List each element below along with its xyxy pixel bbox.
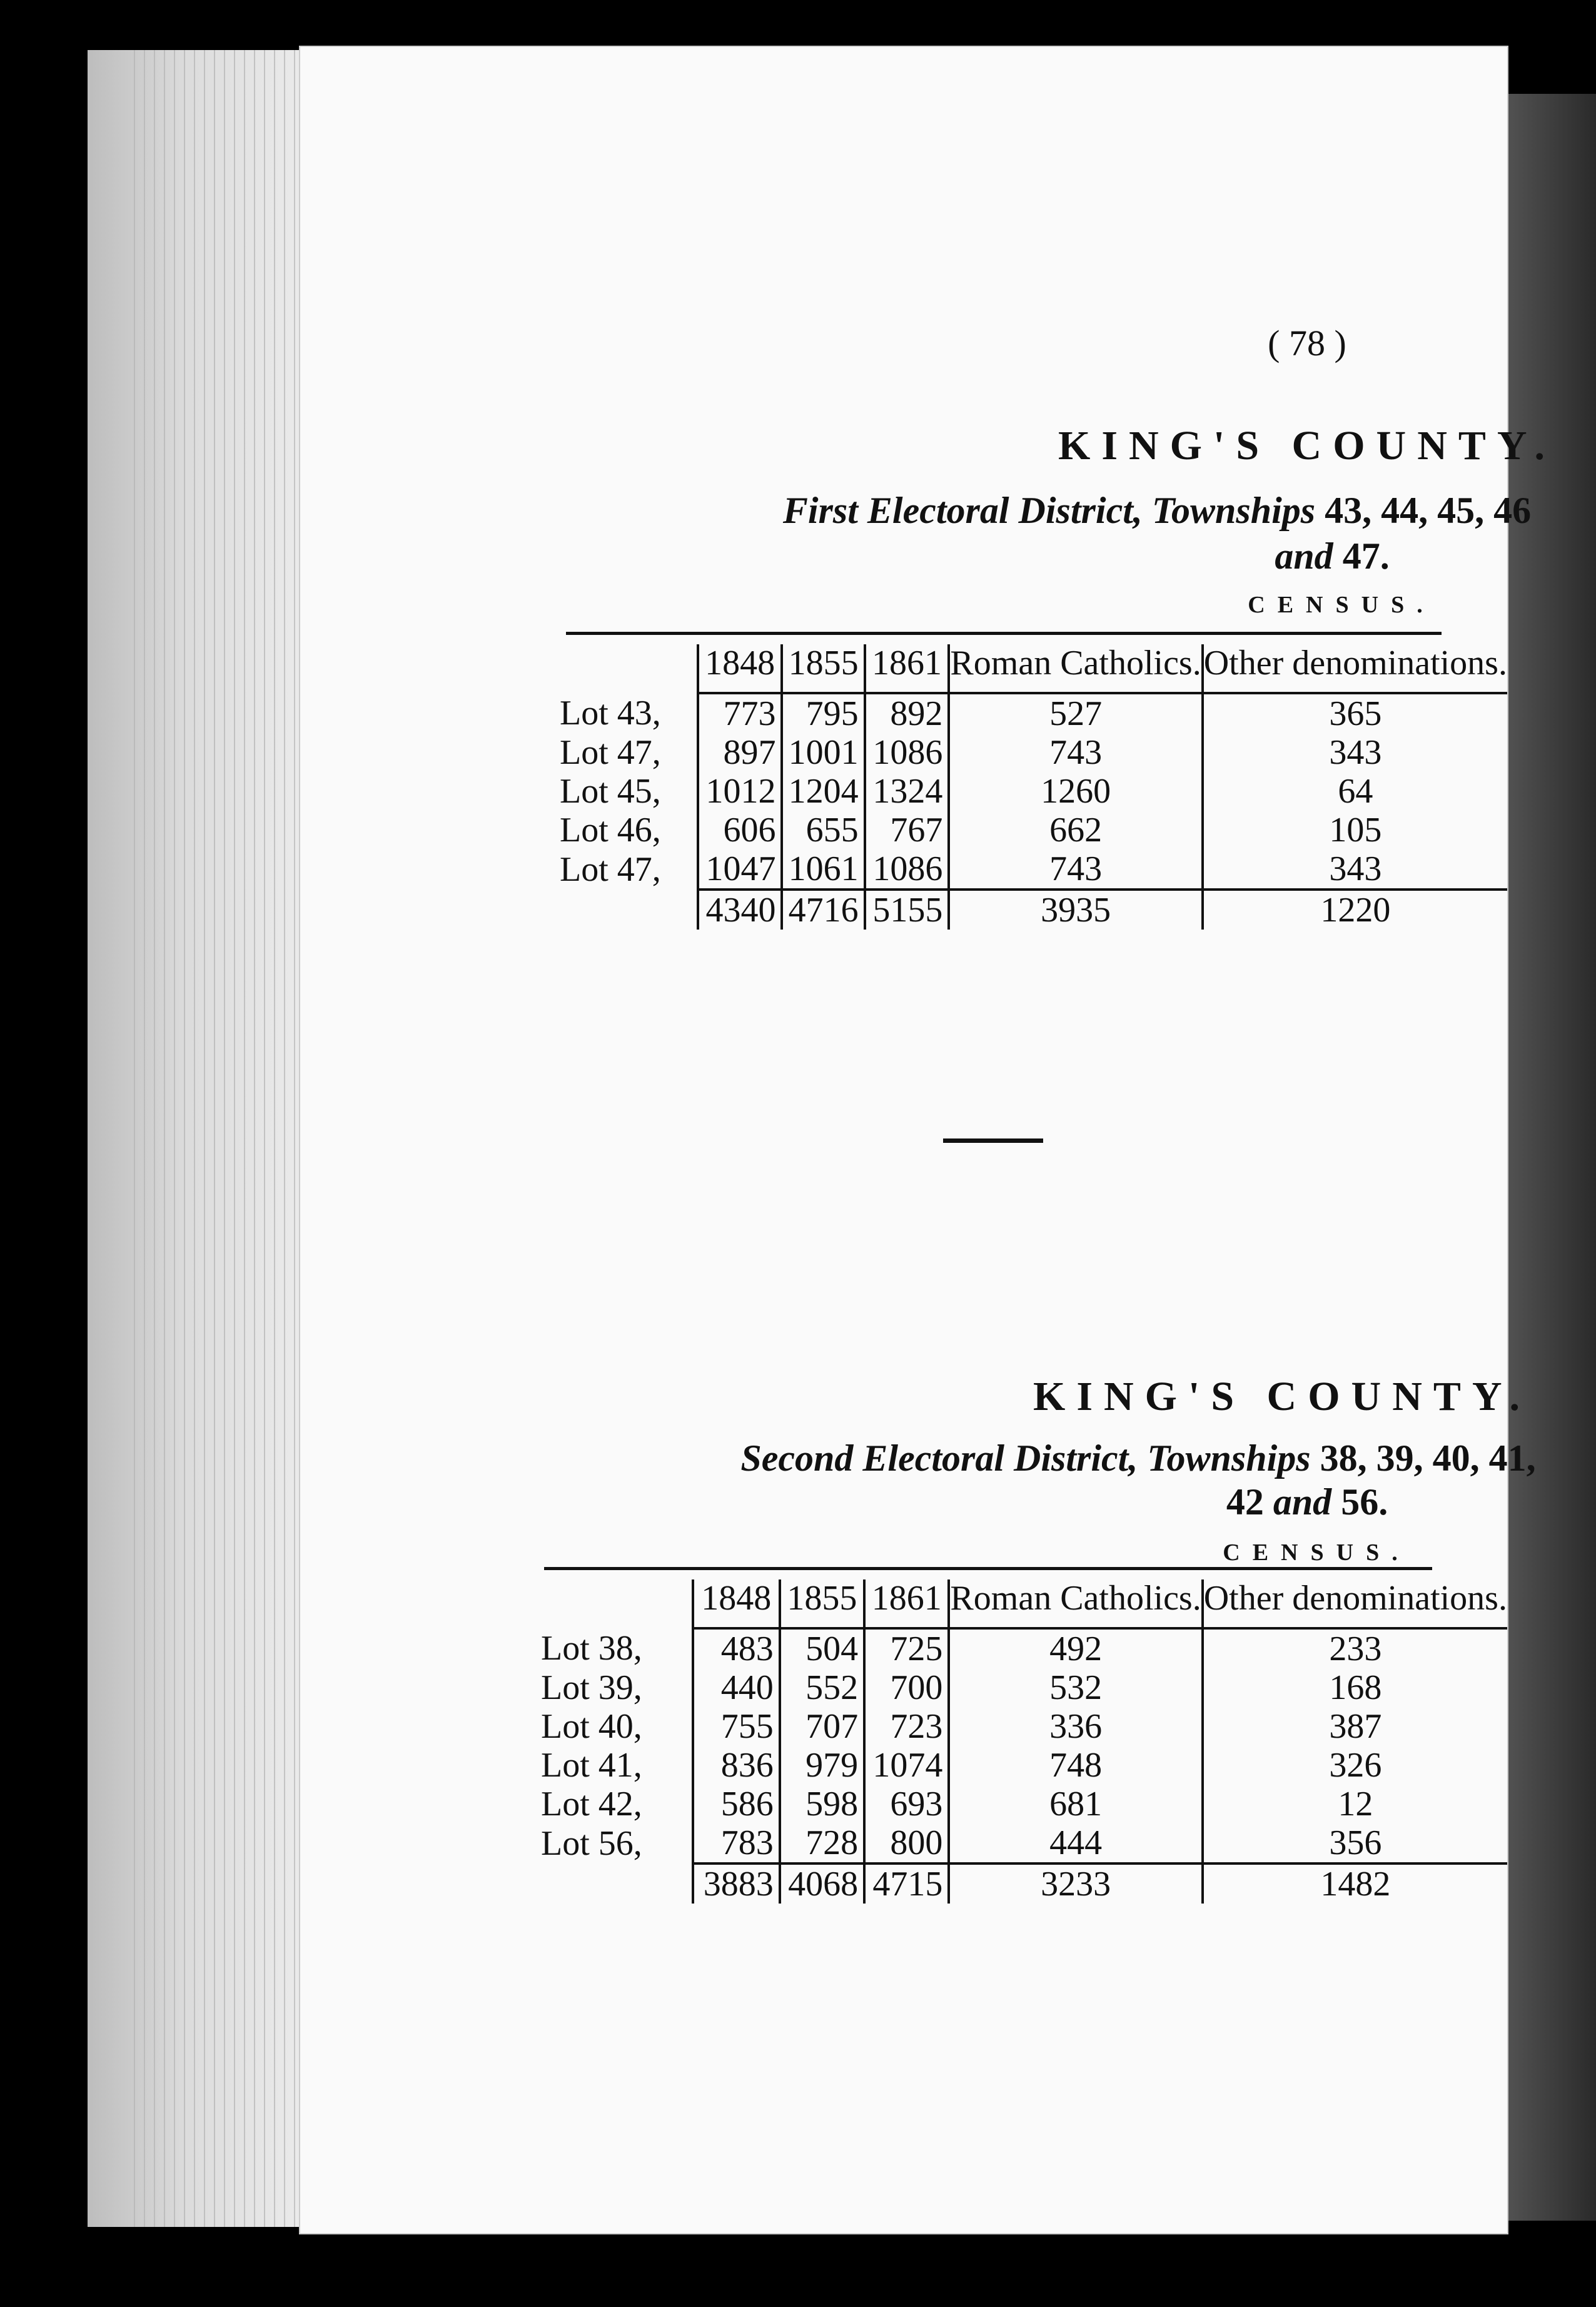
table-header-row bbox=[541, 1579, 1507, 1628]
lot-label: Lot 46, bbox=[560, 811, 661, 849]
cell-1855: 795 bbox=[782, 693, 864, 733]
cell-roman-catholics: 743 bbox=[949, 849, 1202, 890]
lot-label: Lot 43, bbox=[560, 694, 661, 733]
header-1861: 1861 bbox=[864, 1579, 949, 1628]
header-roman-catholics: Roman Catholics. bbox=[949, 1579, 1202, 1628]
cell-roman-catholics: 748 bbox=[949, 1746, 1202, 1785]
section-1-census-label: CENSUS. bbox=[1248, 592, 1435, 618]
cell-1848: 1012 bbox=[698, 772, 782, 811]
cell-other: 326 bbox=[1203, 1746, 1507, 1785]
table-row bbox=[541, 1707, 1507, 1746]
cell-1861: 1086 bbox=[865, 849, 949, 890]
table-row bbox=[560, 811, 1507, 849]
total-1861: 5155 bbox=[865, 890, 949, 930]
section-2-district-and: and bbox=[1273, 1481, 1332, 1523]
total-roman-catholics: 3935 bbox=[949, 890, 1202, 930]
header-roman-catholics: Roman Catholics. bbox=[949, 644, 1202, 693]
lot-label: Lot 41, bbox=[541, 1746, 642, 1785]
lot-label: Lot 39, bbox=[541, 1668, 642, 1707]
lot-label: Lot 40, bbox=[541, 1707, 642, 1746]
section-divider bbox=[943, 1138, 1043, 1143]
cell-roman-catholics: 527 bbox=[949, 693, 1202, 733]
cell-roman-catholics: 336 bbox=[949, 1707, 1202, 1746]
cell-1855: 1061 bbox=[782, 849, 864, 890]
table-row bbox=[560, 693, 1507, 733]
section-2-census-table bbox=[541, 1579, 1507, 1904]
cell-roman-catholics: 444 bbox=[949, 1823, 1202, 1863]
section-2-district-italic: Second Electoral District, Townships bbox=[740, 1437, 1311, 1479]
cell-1861: 767 bbox=[865, 811, 949, 849]
cell-1861: 1074 bbox=[864, 1746, 949, 1785]
table-row bbox=[541, 1628, 1507, 1668]
cell-1848: 783 bbox=[693, 1823, 780, 1863]
total-1848: 3883 bbox=[693, 1863, 780, 1904]
total-other: 1482 bbox=[1203, 1863, 1507, 1904]
total-1848: 4340 bbox=[698, 890, 782, 930]
section-1-district-rest: 47. bbox=[1342, 535, 1390, 577]
cell-roman-catholics: 662 bbox=[949, 811, 1202, 849]
cell-roman-catholics: 743 bbox=[949, 733, 1202, 772]
table-row bbox=[541, 1785, 1507, 1823]
totals-row bbox=[541, 1863, 1507, 1904]
cell-1855: 1204 bbox=[782, 772, 864, 811]
cell-roman-catholics: 1260 bbox=[949, 772, 1202, 811]
table-row bbox=[560, 733, 1507, 772]
cell-other: 168 bbox=[1203, 1668, 1507, 1707]
total-other: 1220 bbox=[1203, 890, 1507, 930]
book-binding-shadow bbox=[1501, 94, 1596, 2221]
section-1-county-title: KING'S COUNTY. bbox=[1058, 423, 1557, 469]
cell-other: 105 bbox=[1203, 811, 1507, 849]
total-roman-catholics: 3233 bbox=[949, 1863, 1202, 1904]
cell-1855: 504 bbox=[780, 1628, 864, 1668]
cell-1848: 586 bbox=[693, 1785, 780, 1823]
total-1861: 4715 bbox=[864, 1863, 949, 1904]
cell-1861: 1086 bbox=[865, 733, 949, 772]
section-2-district-line1 bbox=[544, 1436, 1596, 1481]
section-1-district-line1 bbox=[563, 488, 1596, 533]
section-2-district-prefix: 42 bbox=[1226, 1481, 1264, 1523]
cell-roman-catholics: 681 bbox=[949, 1785, 1202, 1823]
cell-1861: 892 bbox=[865, 693, 949, 733]
table-row bbox=[560, 772, 1507, 811]
header-1848: 1848 bbox=[698, 644, 782, 693]
section-1-district-and: and bbox=[1275, 535, 1333, 577]
cell-other: 233 bbox=[1203, 1628, 1507, 1668]
cell-1855: 655 bbox=[782, 811, 864, 849]
table-row bbox=[541, 1823, 1507, 1863]
cell-1855: 728 bbox=[780, 1823, 864, 1863]
cell-1848: 755 bbox=[693, 1707, 780, 1746]
cell-1848: 1047 bbox=[698, 849, 782, 890]
cell-1855: 598 bbox=[780, 1785, 864, 1823]
cell-other: 12 bbox=[1203, 1785, 1507, 1823]
cell-1848: 606 bbox=[698, 811, 782, 849]
cell-other: 343 bbox=[1203, 849, 1507, 890]
lot-label: Lot 47, bbox=[560, 850, 661, 889]
cell-1855: 552 bbox=[780, 1668, 864, 1707]
page-number: ( 78 ) bbox=[1268, 323, 1346, 363]
table-row bbox=[541, 1746, 1507, 1785]
section-2-census-label: CENSUS. bbox=[1223, 1539, 1410, 1566]
cell-other: 356 bbox=[1203, 1823, 1507, 1863]
section-1-district-line2 bbox=[1144, 534, 1520, 579]
cell-other: 387 bbox=[1203, 1707, 1507, 1746]
cell-1848: 483 bbox=[693, 1628, 780, 1668]
cell-1855: 979 bbox=[780, 1746, 864, 1785]
header-1848: 1848 bbox=[693, 1579, 780, 1628]
cell-1848: 897 bbox=[698, 733, 782, 772]
header-1855: 1855 bbox=[780, 1579, 864, 1628]
table-row bbox=[541, 1668, 1507, 1707]
cell-1861: 693 bbox=[864, 1785, 949, 1823]
section-1-district-italic: First Electoral District, Townships bbox=[782, 490, 1316, 531]
header-1855: 1855 bbox=[782, 644, 864, 693]
table-header-row bbox=[560, 644, 1507, 693]
cell-1848: 836 bbox=[693, 1746, 780, 1785]
page-edges bbox=[125, 50, 325, 2227]
lot-label: Lot 47, bbox=[560, 733, 661, 772]
cell-1861: 725 bbox=[864, 1628, 949, 1668]
cell-1855: 707 bbox=[780, 1707, 864, 1746]
header-other-denominations: Other denominations. bbox=[1203, 1579, 1507, 1628]
section-1-district-numbers: 43, 44, 45, 46 bbox=[1325, 490, 1532, 531]
cell-other: 365 bbox=[1203, 693, 1507, 733]
cell-other: 64 bbox=[1203, 772, 1507, 811]
lot-label: Lot 45, bbox=[560, 772, 661, 811]
lot-label: Lot 38, bbox=[541, 1629, 642, 1668]
section-2-top-rule bbox=[544, 1567, 1432, 1570]
lot-label: Lot 56, bbox=[541, 1824, 642, 1863]
lot-label: Lot 42, bbox=[541, 1785, 642, 1823]
document-page bbox=[300, 47, 1557, 2233]
section-2-district-line2 bbox=[1088, 1479, 1526, 1524]
totals-row bbox=[560, 890, 1507, 930]
cell-1855: 1001 bbox=[782, 733, 864, 772]
cell-1848: 440 bbox=[693, 1668, 780, 1707]
cell-1861: 1324 bbox=[865, 772, 949, 811]
section-2-county-title: KING'S COUNTY. bbox=[1033, 1374, 1532, 1419]
cell-other: 343 bbox=[1203, 733, 1507, 772]
cell-1861: 700 bbox=[864, 1668, 949, 1707]
section-1-top-rule bbox=[566, 632, 1442, 635]
cell-1848: 773 bbox=[698, 693, 782, 733]
total-1855: 4068 bbox=[780, 1863, 864, 1904]
total-1855: 4716 bbox=[782, 890, 864, 930]
cell-1861: 800 bbox=[864, 1823, 949, 1863]
cell-roman-catholics: 532 bbox=[949, 1668, 1202, 1707]
cell-1861: 723 bbox=[864, 1707, 949, 1746]
cell-roman-catholics: 492 bbox=[949, 1628, 1202, 1668]
section-2-district-numbers: 38, 39, 40, 41, bbox=[1320, 1437, 1536, 1479]
header-other-denominations: Other denominations. bbox=[1203, 644, 1507, 693]
section-2-district-rest: 56. bbox=[1341, 1481, 1388, 1523]
section-1-census-table bbox=[560, 644, 1507, 930]
table-row bbox=[560, 849, 1507, 890]
header-1861: 1861 bbox=[865, 644, 949, 693]
